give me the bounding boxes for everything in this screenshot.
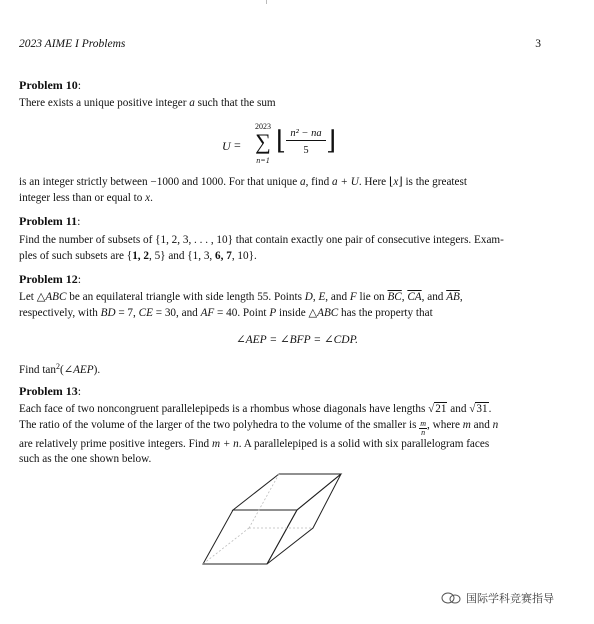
problem-12-body: Let △ABC be an equilateral triangle with side length 55. Points D, E, and F lie on $\overline{BC}$, $\overline{CA}$, and $\overline{AB}$, respectively, with BD = 7, CE = 30, and AF = 40. Point P inside △ABC has the property that [19, 291, 463, 319]
sum-upper-limit: 2023 [255, 122, 271, 131]
problem-11-body: Find the number of subsets of {1, 2, 3, . . . , 10} that contain exactly one pair of consecutive integers. Exam- ples of such subsets are {1, 2, 5} and {1, 3, 6, 7, 10}. [19, 234, 504, 262]
problem-12-title: Problem 12: [19, 272, 82, 286]
summation-formula [222, 122, 342, 172]
problem-10-title: Problem 10: [19, 78, 82, 92]
page-number: 3 [535, 38, 541, 50]
sigma-symbol: ∑ [255, 129, 271, 154]
problem-12-title-text: Problem 12 [19, 272, 78, 286]
running-header-title: 2023 AIME I Problems [19, 38, 126, 50]
sum-lower-limit: n=1 [256, 156, 270, 165]
angle-equation: ∠AEP = ∠BFP = ∠CDP. [235, 334, 359, 346]
parallelepiped-figure [195, 468, 375, 568]
fraction-denominator: 5 [303, 145, 309, 156]
problem-12-question: Find $\tan^2(\angle AEP)$. [19, 362, 101, 376]
problem-10-title-text: Problem 10 [19, 78, 78, 92]
fraction-numerator: n² − na [286, 128, 326, 141]
watermark [440, 590, 554, 606]
problem-10-body: is an integer strictly between −1000 and 1000. For that unique a, find a + U. Here ⌊x⌋ is the greatest integer less than or equal to x. [19, 176, 467, 204]
floor-right: ⌋ [326, 126, 337, 155]
problem-10-intro: There exists a unique positive integer a such that the sum [19, 97, 276, 109]
problem-13-body: Each face of two noncongruent parallelepipeds is a rhombus whose diagonals have lengths √21 and √31. The ratio of the volume of the larger of the two polyhedra to the volume of the smaller is $\frac{m}{n}$ , where m and n are relatively prime positive integers. Find m + n. A parallelepiped is a solid with six parallelogram faces such as the one shown below. [19, 403, 499, 465]
sum-lhs: U [222, 139, 231, 153]
equals-sign: = [234, 138, 241, 152]
crop-mark [266, 0, 267, 4]
problem-11-title: Problem 11: [19, 214, 81, 228]
problem-11-title-text: Problem 11 [19, 214, 78, 228]
watermark-text: 国际学科竞赛指导 [466, 592, 554, 605]
floor-left: ⌊ [276, 126, 287, 155]
problem-13-title: Problem 13: [19, 384, 82, 398]
wechat-icon [440, 591, 462, 605]
problem-13-title-text: Problem 13 [19, 384, 78, 398]
